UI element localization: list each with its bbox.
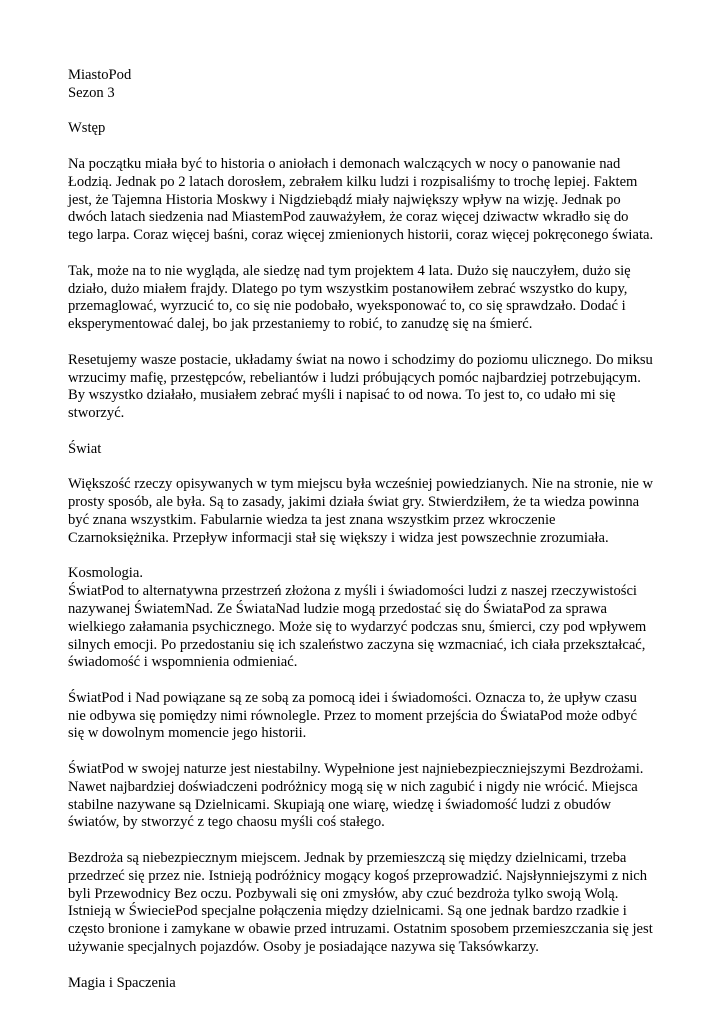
paragraph-cosmology-4 [68,850,660,957]
paragraph-cosmology-2 [68,690,660,743]
paragraph-line: Resetujemy wasze postacie, układamy świat na nowo i schodzimy do poziomu ulicznego. Do miksu [68,351,653,368]
paragraph-line: nie odbywa się pomiędzy nimi równolegle. Przez to moment przejścia do ŚwiataPod może odbyć [68,707,638,724]
paragraph-line: Nawet najbardziej doświadczeni podróżnicy mogą się w nich zagubić i nigdy nie wrócić. Miejsca [68,778,638,795]
document-page [68,67,660,992]
paragraph-intro-3 [68,352,660,423]
paragraph-line: silnych emocji. Po przedostaniu się ich szaleństwo zaczyna się wzmacniać, ich ciała przekształcać, [68,636,646,653]
spacer [68,103,660,121]
paragraph-line: stworzyć. [68,405,125,422]
paragraph-line: jest, że Tajemna Historia Moskwy i Nigdziebądź miały największy wpływ na wizję. Jednak po [68,191,621,208]
paragraph-line: prosty sposób, ale była. Są to zasady, jakimi działa świat gry. Stwierdziłem, że ta wiedza powinna [68,494,640,511]
paragraph-line: nazywanej ŚwiatemNad. Ze ŚwiataNad ludzie mogą przedostać się do ŚwiataPod za sprawa [68,600,607,617]
paragraph-line: działo, dużo miałem frajdy. Dlatego po tym wszystkim postanowiłem zebrać wszystko do kupy, [68,280,628,297]
paragraph-line: ŚwiatPod w swojej naturze jest niestabilny. Wypełnione jest najniebezpieczniejszymi Bezdrożami. [68,761,644,778]
paragraph-line: byli Przewodnicy Bez oczu. Pozbywali się oni zmysłów, aby czuć bezdroża tylko swoją Wolą. [68,885,619,902]
paragraph-cosmology-3 [68,761,660,832]
spacer [68,743,660,761]
paragraph-line: często bronione i zamykane w obawie przed intruzami. Ostatnim sposobem przemieszczania się jest [68,921,653,938]
paragraph-line: Tak, może na to nie wygląda, ale siedzę nad tym projektem 4 lata. Dużo się nauczyłem, dużo się [68,262,631,279]
section-heading-intro: Wstęp [68,120,106,137]
paragraph-line: świadomość i wspomnienia odmieniać. [68,654,298,671]
spacer [68,245,660,263]
spacer [68,459,660,477]
paragraph-line: stabilne nazywane są Dzielnicami. Skupiają one wiarę, wiedzę i świadomość ludzi z obudów [68,796,612,813]
paragraph-line: By wszystko działało, musiałem zebrać myśli i napisać to od nowa. To jest to, co udało mi się [68,387,616,404]
spacer [68,423,660,441]
paragraph-line: wielkiego załamania psychicznego. Może się to wydarzyć podczas snu, śmierci, czy pod wpływem [68,618,647,635]
paragraph-line: Istnieją w ŚwieciePod specjalne połączenia między dzielnicami. Są one jednak bardzo rzadkie i [68,903,627,920]
paragraph-line: wrzucimy mafię, przestępców, rebeliantów i ludzi próbujących pomóc najbardziej potrzebującym. [68,369,641,386]
paragraph-line: Bezdroża są niebezpiecznym miejscem. Jednak by przemieszczą się między dzielnicami, trzeba [68,850,627,867]
paragraph-line: używanie specjalnych pojazdów. Osoby je posiadające nazywa się Taksówkarzy. [68,939,539,956]
season-label: Sezon 3 [68,84,115,101]
paragraph-line: Większość rzeczy opisywanych w tym miejscu była wcześniej powiedzianych. Nie na stronie, nie w [68,476,653,493]
paragraph-line: Łodzią. Jednak po 2 latach dorosłem, zebrałem kilku ludzi i rozpisaliśmy to trochę lepiej. Faktem [68,173,638,190]
paragraph-line: światów, by stworzyć z tego chaosu myśli coś stałego. [68,814,385,831]
section-heading-magic: Magia i Spaczenia [68,974,176,991]
spacer [68,548,660,566]
spacer [68,138,660,156]
section-heading-world: Świat [68,440,102,457]
paragraph-intro-2 [68,263,660,334]
document-title: MiastoPod [68,67,132,83]
paragraph-line: się w dowolnym momencie jego historii. [68,725,307,742]
paragraph-intro-1 [68,156,660,245]
spacer [68,334,660,352]
paragraph-line: ŚwiatPod to alternatywna przestrzeń złożona z myśli i świadomości ludzi z naszej rzeczywistości [68,583,637,600]
paragraph-line: przemaglować, wyrzucić to, co się nie podobało, wyeksponować to, co się sprawdzało. Dodać i [68,298,626,315]
spacer [68,957,660,975]
spacer [68,832,660,850]
paragraph-line: tego larpa. Coraz więcej baśni, coraz więcej zmienionych historii, coraz więcej pokręconego świata. [68,227,654,244]
paragraph-line: eksperymentować dalej, bo jak przestaniemy to robić, to zanudzę się na śmierć. [68,316,533,333]
paragraph-line: Czarnoksiężnika. Przepływ informacji stał się większy i widza jest powszechnie zrozumiała. [68,529,609,546]
paragraph-line: dwóch latach siedzenia nad MiastemPod zauważyłem, że coraz więcej dziwactw wkradło się do [68,209,629,226]
paragraph-line: być znana wszystkim. Fabularnie wiedza ta jest znana wszystkim przez wkroczenie [68,511,556,528]
section-heading-cosmology: Kosmologia. [68,565,143,582]
paragraph-line: Na początku miała być to historia o aniołach i demonach walczących w nocy o panowanie nad [68,155,621,172]
spacer [68,672,660,690]
paragraph-line: ŚwiatPod i Nad powiązane są ze sobą za pomocą idei i świadomości. Oznacza to, że upływ czasu [68,689,637,706]
paragraph-cosmology-1 [68,583,660,672]
paragraph-world-1 [68,476,660,547]
paragraph-line: przedrzeć się przez nie. Istnieją podróżnicy mogący kogoś przeprowadzić. Najsłynniejszymi z nich [68,867,648,884]
